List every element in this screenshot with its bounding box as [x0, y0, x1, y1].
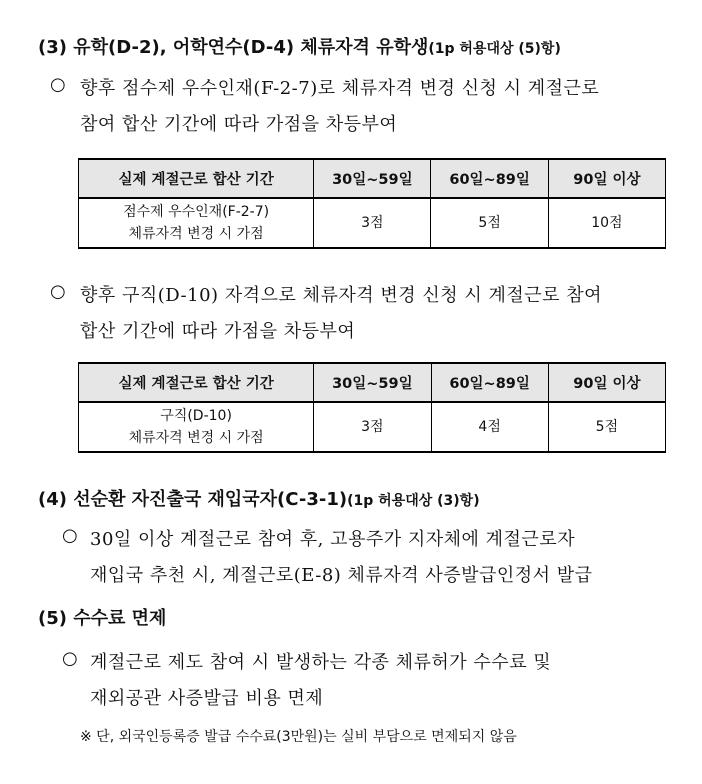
table-2-row-label-line-1: 구직(D-10): [160, 408, 232, 424]
table-1-header-30-59: 30일~59일: [314, 159, 431, 198]
bullet-4-line-1: 계절근로 제도 참여 시 발생하는 각종 체류허가 수수료 및: [90, 652, 552, 673]
table-2-header-period: 실제 계절근로 합산 기간: [79, 363, 314, 402]
table-2-header-30-59: 30일~59일: [314, 363, 431, 402]
bullet-3-line-1: 30일 이상 계절근로 참여 후, 고용주가 지자체에 계절근로자: [90, 529, 576, 550]
bullet-3-line-2: 재입국 추천 시, 계절근로(E-8) 체류자격 사증발급인정서 발급: [90, 565, 593, 586]
bullet-4-line-2: 재외공관 사증발급 비용 면제: [90, 688, 324, 709]
table-1-value-60-89: 5점: [431, 198, 548, 248]
bullet-1-line-1: 향후 점수제 우수인재(F-2-7)로 체류자격 변경 신청 시 계절근로: [80, 78, 600, 99]
table-1-row-label-line-2: 체류자격 변경 시 가점: [128, 226, 264, 242]
table-2-header-90-plus: 90일 이상: [548, 363, 665, 402]
bonus-table-2: [78, 362, 666, 453]
table-2-header-60-89: 60일~89일: [431, 363, 548, 402]
bullet-1-line-2: 참여 합산 기간에 따라 가점을 차등부여: [80, 114, 398, 135]
table-2-header-row: [79, 363, 666, 402]
table-1-row-label: [79, 198, 314, 248]
section-5-heading: (5) 수수료 면제: [38, 608, 167, 629]
section-4-heading-text: (4) 선순환 자진출국 재입국자(C-3-1): [38, 489, 348, 510]
bullet-2-line-1: 향후 구직(D-10) 자격으로 체류자격 변경 신청 시 계절근로 참여: [80, 285, 602, 306]
table-2-value-30-59: 3점: [314, 402, 431, 452]
table-2-value-60-89: 4점: [431, 402, 548, 452]
table-1-value-30-59: 3점: [314, 198, 431, 248]
bullet-2-marker: ○: [50, 281, 67, 302]
bullet-4-marker: ○: [62, 648, 79, 669]
table-2-row-label-line-2: 체류자격 변경 시 가점: [128, 430, 264, 446]
section-3-heading: [38, 33, 561, 59]
table-1-header-60-89: 60일~89일: [431, 159, 548, 198]
section-3-heading-text: (3) 유학(D-2), 어학연수(D-4) 체류자격 유학생: [38, 37, 429, 58]
table-1-value-90-plus: 10점: [548, 198, 665, 248]
bullet-2-line-2: 합산 기간에 따라 가점을 차등부여: [80, 321, 356, 342]
bonus-table-1: [78, 158, 666, 249]
table-1-row: [79, 198, 666, 248]
table-1-header-period: 실제 계절근로 합산 기간: [79, 159, 314, 198]
bullet-3-marker: ○: [62, 525, 79, 546]
bullet-1-marker: ○: [50, 74, 67, 95]
section-3-heading-suffix: (1p 허용대상 (5)항): [428, 41, 561, 57]
footnote: ※ 단, 외국인등록증 발급 수수료(3만원)는 실비 부담으로 면제되지 않음: [80, 729, 517, 745]
section-4-heading: [38, 485, 480, 511]
table-1-header-row: [79, 159, 666, 198]
table-2-row: [79, 402, 666, 452]
table-1-row-label-line-1: 점수제 우수인재(F-2-7): [123, 204, 270, 220]
section-4-heading-suffix: (1p 허용대상 (3)항): [347, 493, 480, 509]
table-1-header-90-plus: 90일 이상: [548, 159, 665, 198]
table-2-row-label: [79, 402, 314, 452]
table-2-value-90-plus: 5점: [548, 402, 665, 452]
